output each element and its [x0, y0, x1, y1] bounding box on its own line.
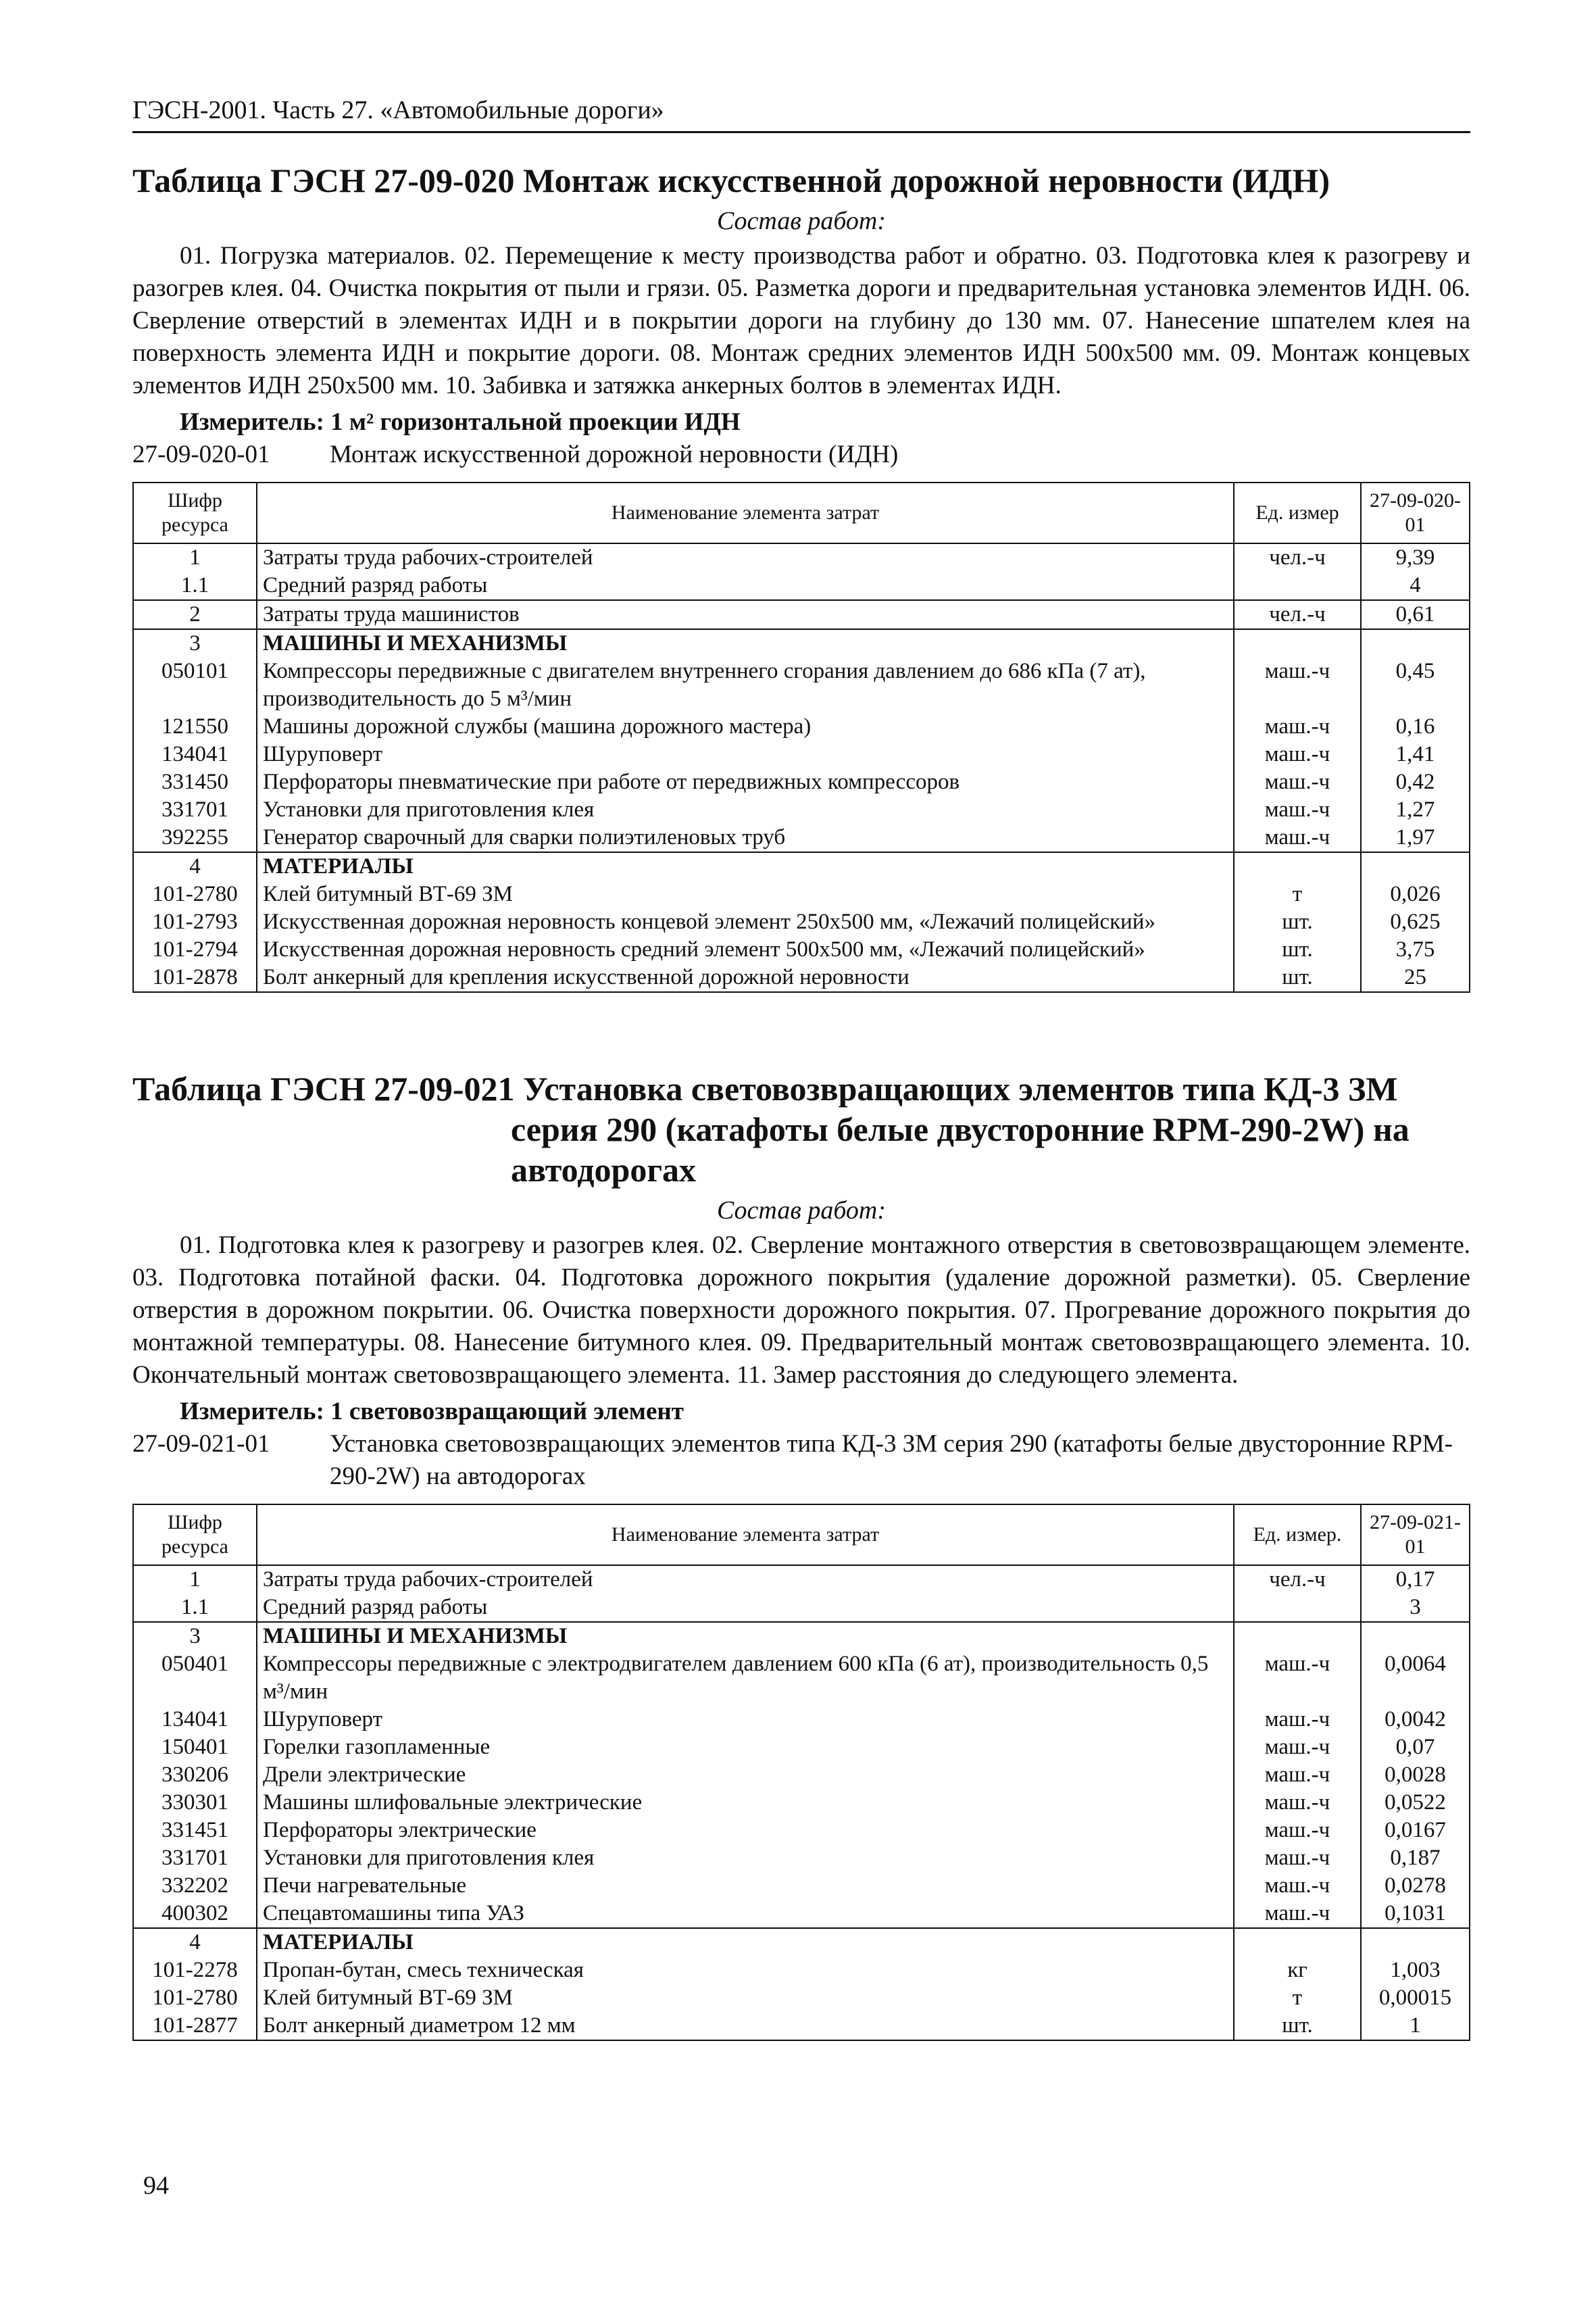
cell-value: 9,39 — [1361, 543, 1470, 572]
cell-name: МАШИНЫ И МЕХАНИЗМЫ — [257, 629, 1234, 658]
cell-unit — [1234, 1594, 1361, 1622]
cell-code: 2 — [133, 600, 257, 629]
cell-value: 1,27 — [1361, 796, 1470, 824]
table2-title-line3: автодорогах — [511, 1151, 697, 1189]
cell-code: 101-2878 — [133, 964, 257, 992]
table-row — [133, 1565, 1470, 1594]
cell-unit — [1234, 1928, 1361, 1956]
cell-value: 0,026 — [1361, 881, 1470, 908]
cell-value: 3 — [1361, 1594, 1470, 1622]
table-row — [133, 908, 1470, 936]
cell-unit: маш.-ч — [1234, 1761, 1361, 1789]
cell-value: 0,0522 — [1361, 1789, 1470, 1817]
cell-value: 4 — [1361, 572, 1470, 600]
cell-value: 1,97 — [1361, 824, 1470, 852]
cell-name: Установки для приготовления клея — [257, 1844, 1234, 1872]
cell-value: 0,45 — [1361, 658, 1470, 713]
cell-name: Печи нагревательные — [257, 1872, 1234, 1900]
cell-value: 0,17 — [1361, 1565, 1470, 1594]
cell-name: Клей битумный ВТ-69 ЗМ — [257, 1984, 1234, 2012]
cell-unit — [1234, 572, 1361, 600]
table1-header-code: Шифр ресурса — [133, 483, 257, 543]
cell-name: Компрессоры передвижные с электродвигателем давлением 600 кПа (6 ат), производительность 0,5 м³/мин — [257, 1650, 1234, 1706]
cell-name: Генератор сварочный для сварки полиэтиленовых труб — [257, 824, 1234, 852]
cell-unit: маш.-ч — [1234, 1872, 1361, 1900]
table-row — [133, 1761, 1470, 1789]
table1-norm-code: 27-09-020-01 — [132, 441, 270, 468]
cell-value: 0,625 — [1361, 908, 1470, 936]
cell-name: Клей битумный ВТ-69 ЗМ — [257, 881, 1234, 908]
cell-value: 0,0028 — [1361, 1761, 1470, 1789]
table-row — [133, 1706, 1470, 1733]
cell-value: 1,41 — [1361, 741, 1470, 768]
table-row — [133, 1733, 1470, 1761]
cell-name: Затраты труда машинистов — [257, 600, 1234, 629]
cell-name: Болт анкерный для крепления искусственной дорожной неровности — [257, 964, 1234, 992]
table1-header-value: 27-09-020-01 — [1361, 483, 1470, 543]
cell-name: МАТЕРИАЛЫ — [257, 1928, 1234, 1956]
cell-unit: чел.-ч — [1234, 543, 1361, 572]
cell-name: Шуруповерт — [257, 741, 1234, 768]
cell-code: 332202 — [133, 1872, 257, 1900]
document-page — [132, 95, 1470, 2041]
cell-value — [1361, 1622, 1470, 1650]
table-row — [133, 1956, 1470, 1984]
table-row — [133, 572, 1470, 600]
cell-unit: кг — [1234, 1956, 1361, 1984]
cell-name: Дрели электрические — [257, 1761, 1234, 1789]
cell-value: 3,75 — [1361, 936, 1470, 964]
cell-value: 0,0278 — [1361, 1872, 1470, 1900]
cell-unit: шт. — [1234, 2012, 1361, 2040]
cell-name: Затраты труда рабочих-строителей — [257, 543, 1234, 572]
cell-code: 1.1 — [133, 1594, 257, 1622]
cell-code: 101-2278 — [133, 1956, 257, 1984]
table-row — [133, 852, 1470, 881]
cell-unit: маш.-ч — [1234, 824, 1361, 852]
table-row — [133, 796, 1470, 824]
cell-unit: маш.-ч — [1234, 1900, 1361, 1928]
table-row — [133, 1844, 1470, 1872]
cell-name: Установки для приготовления клея — [257, 796, 1234, 824]
cell-name: Машины шлифовальные электрические — [257, 1789, 1234, 1817]
cell-code: 101-2877 — [133, 2012, 257, 2040]
cell-code: 4 — [133, 1928, 257, 1956]
cell-value — [1361, 629, 1470, 658]
cell-value: 25 — [1361, 964, 1470, 992]
table1-work-text: 01. Погрузка материалов. 02. Перемещение к месту производства работ и обратно. 03. Подготовка клея к разогреву и разогрев клея. 04. Очистка покрытия от пыли и грязи. 05. Разметка дороги и предварительная установка элементов ИДН. 06. Сверление отверстий в элементах ИДН и в покрытии дороги на глубину до 130 мм. 07. Нанесение шпателем клея на поверхность элемента ИДН и покрытие дороги. 08. Монтаж средних элементов ИДН 500x500 мм. 09. Монтаж концевых элементов ИДН 250x500 мм. 10. Забивка и затяжка анкерных болтов в элементах ИДН. — [132, 242, 1470, 399]
cell-name: Искусственная дорожная неровность средний элемент 500x500 мм, «Лежачий полицейский» — [257, 936, 1234, 964]
cell-unit: шт. — [1234, 908, 1361, 936]
cell-unit: т — [1234, 881, 1361, 908]
cell-name: Искусственная дорожная неровность концевой элемент 250x500 мм, «Лежачий полицейский» — [257, 908, 1234, 936]
cell-code: 134041 — [133, 741, 257, 768]
cell-unit: маш.-ч — [1234, 658, 1361, 713]
table-row — [133, 1872, 1470, 1900]
table-row — [133, 768, 1470, 796]
cell-unit: шт. — [1234, 936, 1361, 964]
cell-unit: т — [1234, 1984, 1361, 2012]
cell-unit: маш.-ч — [1234, 1706, 1361, 1733]
table-row — [133, 1789, 1470, 1817]
table1-work-label: Состав работ: — [716, 207, 887, 235]
cell-code: 050101 — [133, 658, 257, 713]
cell-unit: маш.-ч — [1234, 1733, 1361, 1761]
table-row — [133, 2012, 1470, 2040]
cell-code: 1.1 — [133, 572, 257, 600]
cell-unit: маш.-ч — [1234, 1650, 1361, 1706]
cell-name: Перфораторы электрические — [257, 1817, 1234, 1844]
cell-code: 101-2794 — [133, 936, 257, 964]
table-row — [133, 1594, 1470, 1622]
table-row — [133, 824, 1470, 852]
table2-norm — [132, 1428, 1470, 1493]
cell-value: 0,61 — [1361, 600, 1470, 629]
cell-unit: маш.-ч — [1234, 768, 1361, 796]
table2-header-value: 27-09-021-01 — [1361, 1504, 1470, 1565]
cell-value: 0,00015 — [1361, 1984, 1470, 2012]
cell-name: Компрессоры передвижные с двигателем внутреннего сгорания давлением до 686 кПа (7 ат), производительность до 5 м³/мин — [257, 658, 1234, 713]
cell-name: Затраты труда рабочих-строителей — [257, 1565, 1234, 1594]
table1-title: Таблица ГЭСН 27-09-020 Монтаж искусственной дорожной неровности (ИДН) — [132, 162, 1330, 199]
table2-norm-desc: Установка световозвращающих элементов типа КД-3 ЗМ серия 290 (катафоты белые двусторонние RPM-290-2W) на автодорогах — [330, 1430, 1453, 1490]
cell-name: Перфораторы пневматические при работе от передвижных компрессоров — [257, 768, 1234, 796]
table1-norm-desc: Монтаж искусственной дорожной неровности (ИДН) — [330, 441, 899, 468]
table2-header-name: Наименование элемента затрат — [257, 1504, 1234, 1565]
table1-header-name: Наименование элемента затрат — [257, 483, 1234, 543]
table2-header-code: Шифр ресурса — [133, 1504, 257, 1565]
cell-unit: маш.-ч — [1234, 796, 1361, 824]
cell-name: Спецавтомашины типа УАЗ — [257, 1900, 1234, 1928]
cell-unit: маш.-ч — [1234, 1817, 1361, 1844]
cell-code: 4 — [133, 852, 257, 881]
table2-work-text: 01. Подготовка клея к разогреву и разогрев клея. 02. Сверление монтажного отверстия в световозвращающем элементе. 03. Подготовка потайной фаски. 04. Подготовка дорожного покрытия (удаление дорожной разметки). 05. Сверление отверстия в дорожном покрытии. 06. Очистка поверхности дорожного покрытия. 07. Прогревание дорожного покрытия до монтажной температуры. 08. Нанесение битумного клея. 09. Предварительный монтаж световозвращающего элемента. 10. Окончательный монтаж световозвращающего элемента. 11. Замер расстояния до следующего элемента. — [132, 1231, 1470, 1389]
cell-code: 392255 — [133, 824, 257, 852]
table-row — [133, 936, 1470, 964]
cell-code: 331450 — [133, 768, 257, 796]
cell-unit: маш.-ч — [1234, 713, 1361, 741]
cell-code: 134041 — [133, 1706, 257, 1733]
cell-code: 400302 — [133, 1900, 257, 1928]
cell-code: 3 — [133, 629, 257, 658]
cell-name: Машины дорожной службы (машина дорожного мастера) — [257, 713, 1234, 741]
cell-code: 101-2793 — [133, 908, 257, 936]
cell-value: 0,0064 — [1361, 1650, 1470, 1706]
cell-value: 0,0167 — [1361, 1817, 1470, 1844]
table2-title-line2: серия 290 (катафоты белые двусторонние RPM-290-2W) на — [511, 1110, 1410, 1148]
cell-name: Шуруповерт — [257, 1706, 1234, 1733]
cell-name: Средний разряд работы — [257, 572, 1234, 600]
cell-code: 050401 — [133, 1650, 257, 1706]
table2-resources — [132, 1504, 1470, 2041]
cell-value: 1 — [1361, 2012, 1470, 2040]
table-row — [133, 1984, 1470, 2012]
table2-work-label: Состав работ: — [716, 1196, 887, 1225]
cell-value: 1,003 — [1361, 1956, 1470, 1984]
table1-resources — [132, 482, 1470, 993]
table1-header-unit: Ед. измер — [1234, 483, 1361, 543]
table1-norm — [132, 439, 1470, 471]
running-header: ГЭСН-2001. Часть 27. «Автомобильные дороги» — [132, 95, 1470, 133]
cell-code: 331701 — [133, 1844, 257, 1872]
cell-code: 330206 — [133, 1761, 257, 1789]
cell-code: 1 — [133, 543, 257, 572]
table2-measure: Измеритель: 1 световозвращающий элемент — [180, 1398, 684, 1425]
cell-code: 101-2780 — [133, 1984, 257, 2012]
table-row — [133, 1650, 1470, 1706]
cell-unit: чел.-ч — [1234, 1565, 1361, 1594]
page-number: 94 — [143, 2171, 169, 2200]
table2-header-unit: Ед. измер. — [1234, 1504, 1361, 1565]
cell-name: Болт анкерный диаметром 12 мм — [257, 2012, 1234, 2040]
cell-name: Пропан-бутан, смесь техническая — [257, 1956, 1234, 1984]
cell-unit: шт. — [1234, 964, 1361, 992]
table2-norm-code: 27-09-021-01 — [132, 1430, 270, 1458]
cell-name: Средний разряд работы — [257, 1594, 1234, 1622]
cell-value: 0,07 — [1361, 1733, 1470, 1761]
table-row — [133, 1928, 1470, 1956]
table-row — [133, 1817, 1470, 1844]
cell-name: Горелки газопламенные — [257, 1733, 1234, 1761]
cell-name: МАШИНЫ И МЕХАНИЗМЫ — [257, 1622, 1234, 1650]
cell-code: 101-2780 — [133, 881, 257, 908]
cell-code: 331701 — [133, 796, 257, 824]
cell-code: 121550 — [133, 713, 257, 741]
cell-code: 1 — [133, 1565, 257, 1594]
cell-code: 150401 — [133, 1733, 257, 1761]
table-row — [133, 658, 1470, 713]
cell-value: 0,16 — [1361, 713, 1470, 741]
cell-value: 0,0042 — [1361, 1706, 1470, 1733]
table-row — [133, 964, 1470, 992]
cell-code: 3 — [133, 1622, 257, 1650]
table1-measure: Измеритель: 1 м² горизонтальной проекции ИДН — [180, 408, 741, 436]
cell-unit: чел.-ч — [1234, 600, 1361, 629]
cell-value: 0,42 — [1361, 768, 1470, 796]
table-row — [133, 881, 1470, 908]
cell-value: 0,187 — [1361, 1844, 1470, 1872]
table-row — [133, 1900, 1470, 1928]
table-row — [133, 629, 1470, 658]
cell-value — [1361, 852, 1470, 881]
cell-unit: маш.-ч — [1234, 1844, 1361, 1872]
table-row — [133, 1622, 1470, 1650]
cell-unit — [1234, 629, 1361, 658]
cell-unit — [1234, 1622, 1361, 1650]
table2-title-line1: Таблица ГЭСН 27-09-021 Установка световозвращающих элементов типа КД-3 ЗМ — [132, 1070, 1398, 1108]
cell-code: 331451 — [133, 1817, 257, 1844]
table-row — [133, 713, 1470, 741]
table-row — [133, 600, 1470, 629]
cell-unit: маш.-ч — [1234, 1789, 1361, 1817]
cell-unit: маш.-ч — [1234, 741, 1361, 768]
table2-title — [132, 1068, 1470, 1190]
cell-value — [1361, 1928, 1470, 1956]
table-row — [133, 741, 1470, 768]
cell-value: 0,1031 — [1361, 1900, 1470, 1928]
table-row — [133, 543, 1470, 572]
cell-name: МАТЕРИАЛЫ — [257, 852, 1234, 881]
cell-unit — [1234, 852, 1361, 881]
cell-code: 330301 — [133, 1789, 257, 1817]
